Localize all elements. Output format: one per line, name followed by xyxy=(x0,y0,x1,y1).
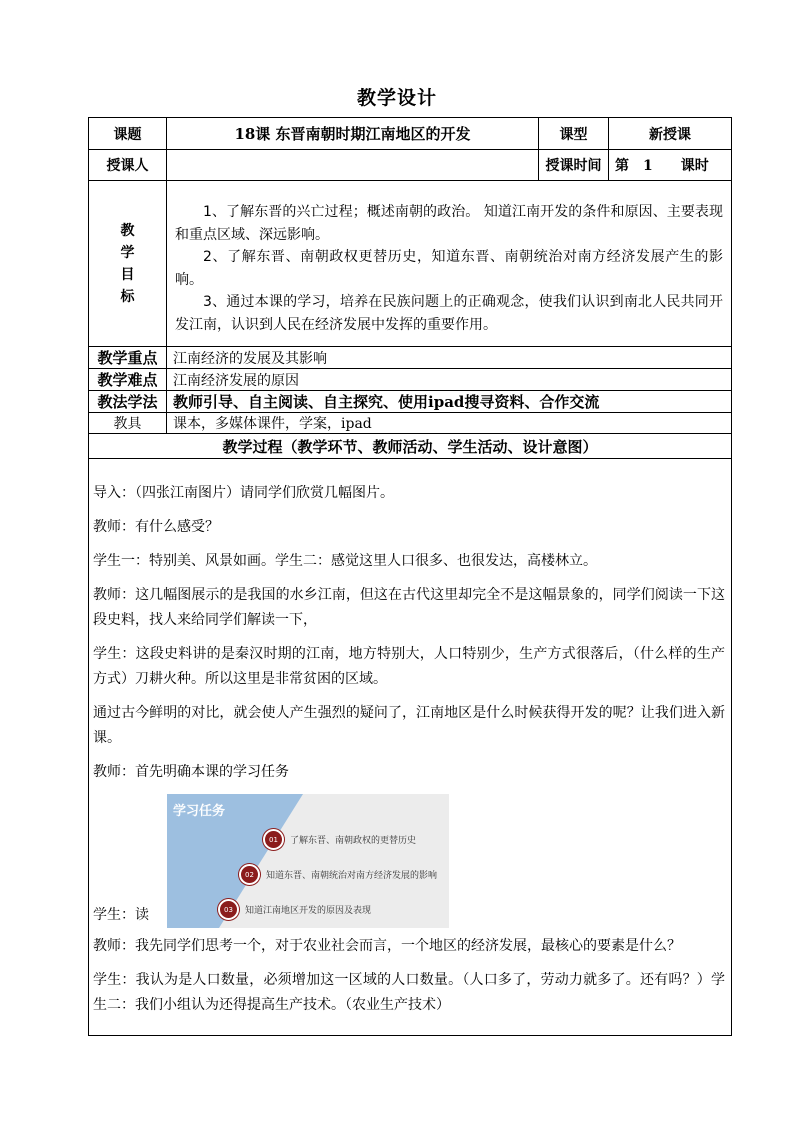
process-paragraph: 学生一：特别美、风景如画。学生二：感觉这里人口很多、也很发达，高楼林立。 xyxy=(93,553,597,569)
key-point-label: 教学重点 xyxy=(89,347,167,369)
teacher-value xyxy=(167,150,539,181)
course-type-label: 课型 xyxy=(539,118,609,150)
task-image-row xyxy=(93,794,725,928)
objective-3: 3、通过本课的学习，培养在民族问题上的正确观念，使我们认识到南北人民共同开发江南，认识到人民在经济发展中发挥的重要作用。 xyxy=(175,294,723,333)
tools-label: 教具 xyxy=(89,413,167,434)
process-paragraph: 教师：有什么感受？ xyxy=(93,519,219,535)
document-title: 教学设计 xyxy=(356,87,437,109)
task-image-title: 学习任务 xyxy=(173,804,226,819)
methods-value: 教师引导、自主阅读、自主探究、使用ipad搜寻资料、合作交流 xyxy=(167,391,732,413)
process-header: 教学过程（教学环节、教师活动、学生活动、设计意图） xyxy=(89,434,732,459)
task-item-text: 了解东晋、南朝政权的更替历史 xyxy=(290,836,417,846)
course-type-value: 新授课 xyxy=(609,118,732,150)
course-title: 18课 东晋南朝时期江南地区的开发 xyxy=(167,118,539,150)
objectives-label-char: 学 xyxy=(120,244,135,261)
objectives-label-char: 标 xyxy=(120,288,135,305)
task-number-badge: 02 xyxy=(239,864,260,885)
course-row xyxy=(89,118,732,150)
objectives-row xyxy=(89,181,732,347)
time-value: 第 1 课时 xyxy=(609,150,732,181)
task-number-badge: 01 xyxy=(263,829,284,850)
objectives-label xyxy=(89,181,167,347)
learning-task-image xyxy=(167,794,449,928)
teacher-row xyxy=(89,150,732,181)
task-item-text: 知道江南地区开发的原因及表现 xyxy=(245,906,372,916)
key-point-value: 江南经济的发展及其影响 xyxy=(167,347,732,369)
task-item xyxy=(239,864,437,885)
objectives-label-char: 教 xyxy=(120,222,135,239)
lesson-plan-table xyxy=(88,117,732,1036)
task-number-badge: 03 xyxy=(218,899,239,920)
tools-value: 课本，多媒体课件，学案，ipad xyxy=(167,413,732,434)
process-paragraph: 教师：我先同学们思考一个，对于农业社会而言，一个地区的经济发展，最核心的要素是什么？ xyxy=(93,938,681,954)
process-row xyxy=(89,459,732,1036)
time-label: 授课时间 xyxy=(539,150,609,181)
difficulty-row xyxy=(89,369,732,391)
objective-1: 1、了解东晋的兴亡过程；概述南朝的政治。 知道江南开发的条件和原因、主要表现和重点区域、深远影响。 xyxy=(175,204,723,243)
methods-label: 教法学法 xyxy=(89,391,167,413)
difficulty-value: 江南经济发展的原因 xyxy=(167,369,732,391)
process-paragraph: 学生：读 xyxy=(93,907,149,923)
objectives-label-char: 目 xyxy=(120,266,135,283)
tools-row xyxy=(89,413,732,434)
process-header-row xyxy=(89,434,732,459)
methods-row xyxy=(89,391,732,413)
task-item xyxy=(218,899,371,920)
objective-2: 2、了解东晋、南朝政权更替历史，知道东晋、南朝统治对南方经济发展产生的影响。 xyxy=(175,249,723,288)
task-item xyxy=(263,829,416,850)
process-paragraph: 学生：这段史料讲的是秦汉时期的江南，地方特别大，人口特别少，生产方式很落后，（什么样的生产方式）刀耕火种。所以这里是非常贫困的区域。 xyxy=(93,646,725,687)
task-item-text: 知道东晋、南朝统治对南方经济发展的影响 xyxy=(266,871,438,881)
course-label: 课题 xyxy=(89,118,167,150)
process-paragraph: 教师：首先明确本课的学习任务 xyxy=(93,764,289,780)
process-content xyxy=(89,459,732,1036)
process-paragraph: 导入：（四张江南图片）请同学们欣赏几幅图片。 xyxy=(93,485,394,501)
process-paragraph: 教师：这几幅图展示的是我国的水乡江南，但这在古代这里却完全不是这幅景象的，同学们阅读一下这段史料，找人来给同学们解读一下， xyxy=(93,587,725,628)
key-point-row xyxy=(89,347,732,369)
objectives-text xyxy=(167,181,732,347)
difficulty-label: 教学难点 xyxy=(89,369,167,391)
process-paragraph: 通过古今鲜明的对比，就会使人产生强烈的疑问了，江南地区是什么时候获得开发的呢？让我们进入新课。 xyxy=(93,705,725,746)
teacher-label: 授课人 xyxy=(89,150,167,181)
process-paragraph: 学生：我认为是人口数量，必须增加这一区域的人口数量。（人口多了，劳动力就多了。还有吗？）学生二：我们小组认为还得提高生产技术。（农业生产技术） xyxy=(93,972,725,1013)
